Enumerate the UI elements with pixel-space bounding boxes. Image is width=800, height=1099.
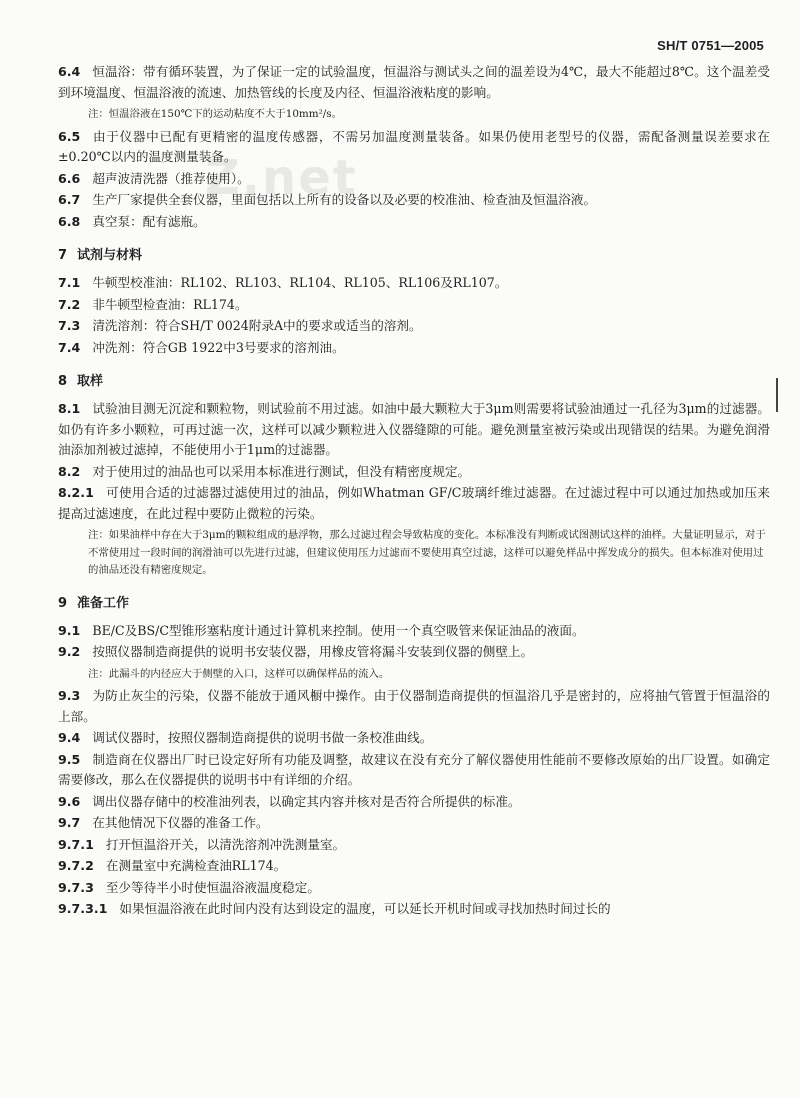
clause-paragraph: [58, 792, 770, 813]
clause-text: 冲洗剂：符合GB 1922中3号要求的溶剂油。: [92, 339, 345, 355]
clause-paragraph: [58, 856, 770, 877]
clause-number: 7.3: [58, 318, 81, 333]
clause-number: 6.7: [58, 192, 81, 207]
clause-text: 按照仪器制造商提供的说明书安装仪器，用橡皮管将漏斗安装到仪器的侧壁上。: [92, 644, 534, 659]
clause-paragraph: [58, 686, 770, 727]
note-text: 注：恒温浴液在150℃下的运动粘度不大于10mm²/s。: [88, 108, 343, 120]
clause-number: 6.4: [58, 64, 81, 79]
clause-number: 9.7.2: [58, 858, 94, 873]
section-number: 8: [58, 374, 68, 389]
section-heading: [58, 592, 770, 611]
watermark: Z.net: [205, 150, 358, 206]
clause-text: 超声波清洗器（推荐使用）。: [92, 170, 250, 186]
clause-number: 7.4: [58, 339, 81, 355]
clause-text: 牛顿型校准油：RL102、RL103、RL104、RL105、RL106及RL107。: [92, 275, 508, 290]
clause-paragraph: [58, 399, 770, 461]
clause-paragraph: [58, 169, 770, 190]
clause-number: 6.6: [58, 170, 81, 186]
clause-number: 8.2.1: [58, 485, 94, 500]
section-title: 取样: [77, 374, 104, 389]
clause-number: 7.1: [58, 275, 81, 290]
clause-text: 清洗溶剂：符合SH/T 0024附录A中的要求或适当的溶剂。: [92, 318, 422, 333]
section-title: 试剂与材料: [77, 248, 143, 263]
clause-text: 非牛顿型检查油：RL174。: [92, 296, 248, 312]
section-number: 7: [58, 248, 68, 263]
clause-text: 至少等待半小时使恒温浴液温度稳定。: [105, 879, 320, 895]
note-text: 注：此漏斗的内径应大于侧壁的入口，这样可以确保样品的流入。: [88, 667, 390, 680]
clause-paragraph: [58, 316, 770, 337]
clause-number: 9.6: [58, 793, 81, 809]
clause-paragraph: [58, 750, 770, 791]
standard-code: SH/T 0751—2005: [657, 38, 764, 53]
clause-text: 调出仪器存储中的校准油列表，以确定其内容并核对是否符合所提供的标准。: [92, 793, 521, 809]
section-heading: [58, 244, 770, 263]
clause-paragraph: [58, 338, 770, 359]
clause-text: 如果恒温浴液在此时间内没有达到设定的温度，可以延长开机时间或寻找加热时间过长的: [119, 901, 611, 916]
section-number: 9: [58, 595, 68, 611]
document-body: [58, 62, 770, 921]
clause-paragraph: [58, 462, 770, 483]
clause-text: 为防止灰尘的污染，仪器不能放于通风橱中操作。由于仪器制造商提供的恒温浴几乎是密封的，应将抽气管置于恒温浴的上部。: [58, 688, 770, 724]
clause-paragraph: [58, 62, 770, 103]
clause-text: 调试仪器时，按照仪器制造商提供的说明书做一条校准曲线。: [92, 730, 433, 745]
clause-text: 制造商在仪器出厂时已设定好所有功能及调整，故建议在没有充分了解仪器使用性能前不要修改原始的出厂设置。如确定需要修改，那么在仪器提供的说明书中有详细的介绍。: [58, 751, 770, 787]
clause-number: 9.3: [58, 688, 81, 703]
clause-paragraph: [58, 899, 770, 920]
clause-text: 可使用合适的过滤器过滤使用过的油品，例如Whatman GF/C玻璃纤维过滤器。在过滤过程中可以通过加热或加压来提高过滤速度，在此过程中要防止微粒的污染。: [58, 485, 770, 521]
clause-number: 6.8: [58, 213, 81, 229]
clause-paragraph: [58, 212, 770, 233]
clause-text: 由于仪器中已配有更精密的温度传感器，不需另加温度测量装备。如果仍使用老型号的仪器，需配备测量误差要求在±0.20℃以内的温度测量装备。: [58, 128, 770, 164]
clause-text: 生产厂家提供全套仪器，里面包括以上所有的设备以及必要的校准油、检查油及恒温浴液。: [92, 192, 597, 207]
clause-number: 6.5: [58, 128, 81, 144]
clause-paragraph: [58, 621, 770, 642]
clause-number: 9.1: [58, 622, 81, 638]
note-text: 注：如果油样中存在大于3μm的颗粒组成的悬浮物，那么过滤过程会导致粘度的变化。本标准没有判断或试图测试这样的油样。大量证明显示，对于不常使用过一段时间的润滑油可以先进行过滤，但建议使用压力过滤而不要使用真空过滤，这样可以避免样品中挥发成分的损失。但本标准对使用过的油品还没有精密度规定。: [88, 529, 766, 576]
margin-change-bar: [776, 378, 778, 412]
clause-number: 9.7.1: [58, 836, 94, 852]
clause-paragraph: [58, 273, 770, 294]
clause-number: 8.1: [58, 401, 81, 416]
clause-text: 试验油目测无沉淀和颗粒物，则试验前不用过滤。如油中最大颗粒大于3μm则需要将试验油通过一孔径为3μm的过滤器。如仍有许多小颗粒，可再过滤一次，这样可以减少颗粒进入仪器缝隙的可能。避免测量室被污染或出现错误的结果。为避免润滑油添加剂被过滤掉，不能使用小于1μm的过滤器。: [58, 401, 770, 457]
section-heading: [58, 370, 770, 389]
clause-paragraph: [58, 295, 770, 316]
clause-text: BE/C及BS/C型锥形塞粘度计通过计算机来控制。使用一个真空吸管来保证油品的液面。: [92, 622, 585, 638]
section-title: 准备工作: [77, 595, 130, 611]
clause-paragraph: [58, 813, 770, 834]
clause-paragraph: [58, 642, 770, 663]
clause-text: 在其他情况下仪器的准备工作。: [92, 815, 269, 830]
clause-number: 9.7.3: [58, 879, 94, 895]
clause-paragraph: [58, 728, 770, 749]
clause-number: 9.7: [58, 815, 81, 830]
clause-paragraph: [58, 878, 770, 899]
clause-number: 9.4: [58, 730, 81, 745]
clause-text: 打开恒温浴开关，以清洗溶剂冲洗测量室。: [105, 836, 346, 852]
clause-text: 恒温浴：带有循环装置，为了保证一定的试验温度，恒温浴与测试头之间的温差设为4℃，最大不能超过8℃。这个温差受到环境温度、恒温浴液的流速、加热管线的长度及内径、恒温浴液粘度的影响。: [58, 64, 770, 100]
clause-number: 9.5: [58, 751, 81, 767]
clause-text: 真空泵：配有滤瓶。: [92, 213, 206, 229]
clause-paragraph: [58, 127, 770, 168]
clause-number: 7.2: [58, 296, 81, 312]
clause-text: 在测量室中充满检查油RL174。: [105, 858, 287, 873]
clause-number: 9.2: [58, 644, 81, 659]
clause-number: 9.7.3.1: [58, 901, 108, 916]
clause-text: 对于使用过的油品也可以采用本标准进行测试，但没有精密度规定。: [92, 463, 471, 479]
clause-paragraph: [58, 190, 770, 211]
clause-paragraph: [58, 483, 770, 524]
clause-number: 8.2: [58, 463, 81, 479]
clause-paragraph: [58, 835, 770, 856]
